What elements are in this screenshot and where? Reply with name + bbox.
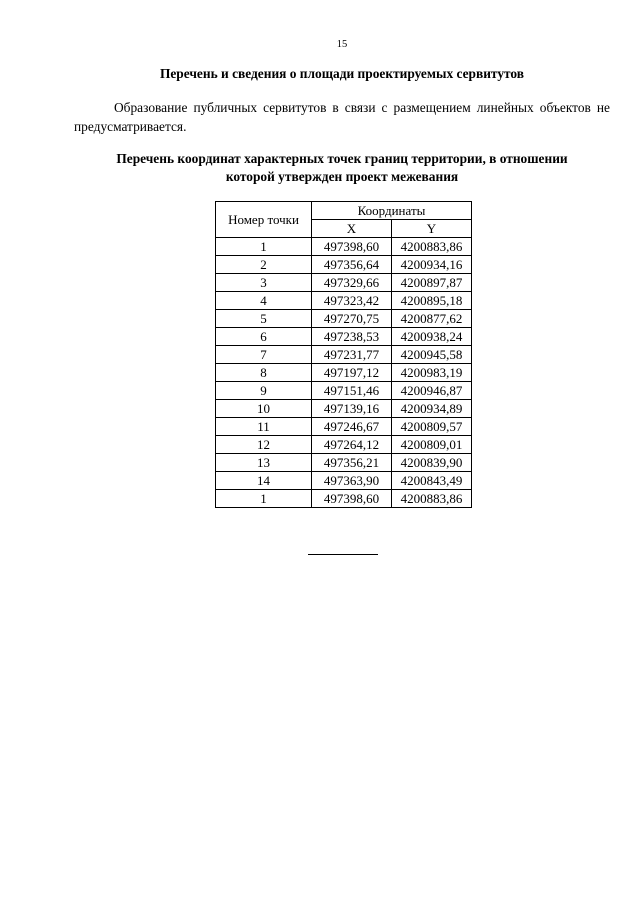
y-coordinate-cell: 4200883,86 [392, 238, 472, 256]
y-coordinate-cell: 4200938,24 [392, 328, 472, 346]
table-row [216, 418, 472, 436]
table-row [216, 382, 472, 400]
section-heading-servitudes: Перечень и сведения о площади проектируемых сервитутов [159, 66, 525, 81]
y-coordinate-cell: 4200883,86 [392, 490, 472, 508]
x-coordinate-cell: 497398,60 [312, 490, 392, 508]
x-coordinate-cell: 497151,46 [312, 382, 392, 400]
x-coordinate-cell: 497398,60 [312, 238, 392, 256]
x-coordinate-cell: 497238,53 [312, 328, 392, 346]
header-y: Y [392, 220, 472, 238]
y-coordinate-cell: 4200839,90 [392, 454, 472, 472]
table-row [216, 274, 472, 292]
end-divider-line [308, 554, 378, 555]
x-coordinate-cell: 497323,42 [312, 292, 392, 310]
point-number-cell: 2 [216, 256, 312, 274]
page-number: 15 [336, 39, 348, 50]
table-header-row [216, 202, 472, 220]
header-x: X [312, 220, 392, 238]
x-coordinate-cell: 497246,67 [312, 418, 392, 436]
point-number-cell: 4 [216, 292, 312, 310]
table-row [216, 328, 472, 346]
header-coordinates: Координаты [312, 202, 472, 220]
y-coordinate-cell: 4200877,62 [392, 310, 472, 328]
y-coordinate-cell: 4200946,87 [392, 382, 472, 400]
x-coordinate-cell: 497356,21 [312, 454, 392, 472]
y-coordinate-cell: 4200809,57 [392, 418, 472, 436]
point-number-cell: 14 [216, 472, 312, 490]
table-row [216, 364, 472, 382]
table-row [216, 256, 472, 274]
table-row [216, 454, 472, 472]
table-row [216, 310, 472, 328]
y-coordinate-cell: 4200809,01 [392, 436, 472, 454]
point-number-cell: 9 [216, 382, 312, 400]
point-number-cell: 13 [216, 454, 312, 472]
section-heading-coordinates-line2: которой утвержден проект межевания [225, 169, 459, 184]
coordinates-table-body [216, 238, 472, 508]
table-row [216, 346, 472, 364]
coordinates-table [215, 201, 472, 508]
y-coordinate-cell: 4200843,49 [392, 472, 472, 490]
point-number-cell: 8 [216, 364, 312, 382]
y-coordinate-cell: 4200983,19 [392, 364, 472, 382]
x-coordinate-cell: 497264,12 [312, 436, 392, 454]
table-row [216, 400, 472, 418]
point-number-cell: 6 [216, 328, 312, 346]
header-point-number: Номер точки [216, 202, 312, 238]
section-heading-coordinates [74, 150, 610, 186]
point-number-cell: 7 [216, 346, 312, 364]
x-coordinate-cell: 497356,64 [312, 256, 392, 274]
point-number-cell: 1 [216, 490, 312, 508]
servitudes-paragraph [74, 98, 610, 136]
x-coordinate-cell: 497231,77 [312, 346, 392, 364]
section-heading-coordinates-line1: Перечень координат характерных точек границ территории, в отношении [116, 151, 568, 166]
point-number-cell: 3 [216, 274, 312, 292]
point-number-cell: 10 [216, 400, 312, 418]
x-coordinate-cell: 497197,12 [312, 364, 392, 382]
coordinates-table-head [216, 202, 472, 238]
table-row [216, 238, 472, 256]
point-number-cell: 1 [216, 238, 312, 256]
point-number-cell: 11 [216, 418, 312, 436]
x-coordinate-cell: 497139,16 [312, 400, 392, 418]
table-row [216, 292, 472, 310]
table-row [216, 436, 472, 454]
y-coordinate-cell: 4200895,18 [392, 292, 472, 310]
point-number-cell: 12 [216, 436, 312, 454]
table-row [216, 490, 472, 508]
x-coordinate-cell: 497270,75 [312, 310, 392, 328]
y-coordinate-cell: 4200945,58 [392, 346, 472, 364]
y-coordinate-cell: 4200934,89 [392, 400, 472, 418]
y-coordinate-cell: 4200897,87 [392, 274, 472, 292]
point-number-cell: 5 [216, 310, 312, 328]
servitudes-paragraph-text: Образование публичных сервитутов в связи с размещением линейных объектов не предусматривается. [74, 100, 610, 134]
table-row [216, 472, 472, 490]
y-coordinate-cell: 4200934,16 [392, 256, 472, 274]
x-coordinate-cell: 497363,90 [312, 472, 392, 490]
x-coordinate-cell: 497329,66 [312, 274, 392, 292]
